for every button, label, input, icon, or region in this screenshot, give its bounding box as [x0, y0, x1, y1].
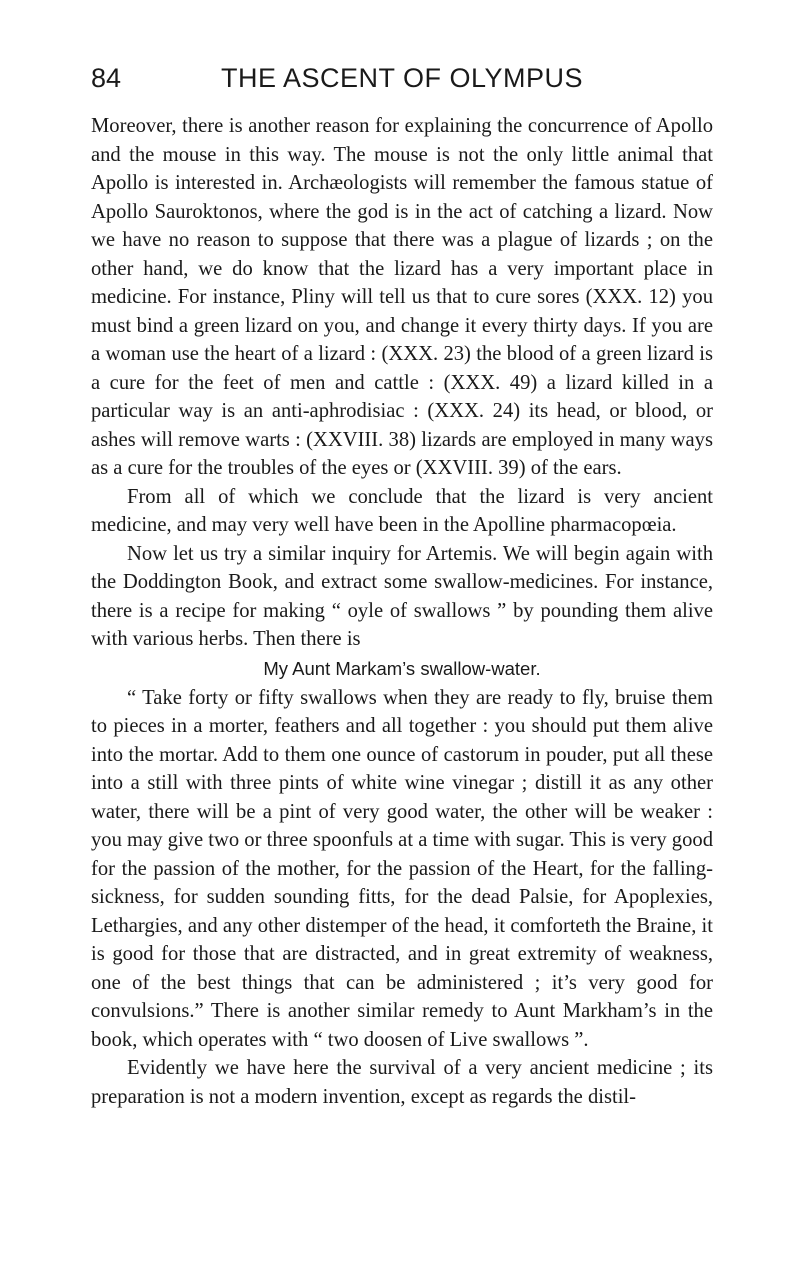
running-head [91, 58, 713, 98]
page-number: 84 [91, 63, 122, 93]
paragraph-lizard-conclusion: From all of which we conclude that the lizard is very ancient medicine, and may very well have been in the Apolline pharmacopœia. [91, 485, 713, 536]
paragraph-recipe-quote: “ Take forty or fifty swallows when they are ready to fly, bruise them to pieces in a morter, feathers and all together : you should put them alive into the mortar. Add to them one ounce of castorum in pouder, put all these into a still with three pints of white wine vinegar ; distill it as any other water, there will be a pint of very good water, the other will be weaker : you may give two or three spoonfuls at a time with sugar. This is very good for the passion of the mother, for the passion of the Heart, for the falling-sickness, for sudden sounding fitts, for the dead Palsie, for Apoplexies, Lethargies, and any other distemper of the head, it comforteth the Braine, it is good for those that are distracted, and in great extremity of weakness, one of the best things that can be administered ; it’s very good for convulsions.” There is another similar remedy to Aunt Markham’s in the book, which operates with “ two doosen of Live swallows ”. [91, 686, 713, 1051]
paragraph-artemis-inquiry: Now let us try a similar inquiry for Artemis. We will begin again with the Doddington Book, and extract some swallow-medicines. For instance, there is a recipe for making “ oyle of swallows ” by pounding them alive with various herbs. Then there is [91, 542, 713, 650]
paragraph-ancient-medicine: Evidently we have here the survival of a very ancient medicine ; its preparation is not a modern invention, except as regards the distil- [91, 1057, 713, 1108]
book-page [91, 58, 713, 1111]
recipe-heading: My Aunt Markam’s swallow-water. [263, 657, 541, 679]
body-text [91, 112, 713, 1111]
paragraph-apollo-lizard: Moreover, there is another reason for explaining the concurrence of Apollo and the mouse in this way. The mouse is not the only little animal that Apollo is interested in. Archæologists will remember the famous statue of Apollo Sauroktonos, where the god is in the act of catching a lizard. Now we have no reason to suppose that there was a plague of lizards ; on the other hand, we do know that the lizard has a very important place in medicine. For instance, Pliny will tell us that to cure sores (XXX. 12) you must bind a green lizard on you, and change it every thirty days. If you are a woman use the heart of a lizard : (XXX. 23) the blood of a green lizard is a cure for the feet of men and cattle : (XXX. 49) a lizard killed in a particular way is an anti-aphrodisiac : (XXX. 24) its head, or blood, or ashes will remove warts : (XXVIII. 38) lizards are employed in many ways as a cure for the troubles of the eyes or (XXVIII. 39) of the ears. [91, 115, 713, 479]
running-title: THE ASCENT OF OLYMPUS [220, 63, 584, 93]
